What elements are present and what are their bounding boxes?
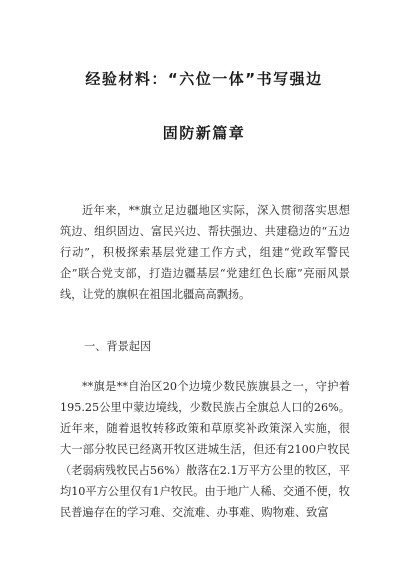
section-heading-background: 一、背景起因 bbox=[84, 340, 152, 353]
document-title-line-1: 经验材料：“六位一体”书写强边 bbox=[85, 70, 323, 88]
intro-paragraph: 近年来，**旗立足边疆地区实际，深入贯彻落实思想筑边、组织固边、富民兴边、帮扶强边、共建稳边的“五边行动”，积极探索基层党建工作方式，组建“党政军警民企”联合党支部，打造边疆基层“党建红色长廊”亮丽风景线，让党的旗帜在祖国北疆高高飘扬。 bbox=[60, 204, 350, 301]
document-title-line-2: 固防新篇章 bbox=[162, 124, 246, 142]
background-paragraph: **旗是**自治区20个边境少数民族旗县之一，守护着195.25公里中蒙边境线，少数民族占全旗总人口的26%。近年来，随着退牧转移政策和草原奖补政策深入实施，很大一部分牧民已经离开牧区进城生活，但还有2100户牧民（老弱病残牧民占56%）散落在2.1万平方公里的牧区，平均10平方公里仅有1户牧民。由于地广人稀、交通不便，牧民普遍存在的学习难、交流难、办事难、购物难、致富 bbox=[60, 380, 350, 519]
